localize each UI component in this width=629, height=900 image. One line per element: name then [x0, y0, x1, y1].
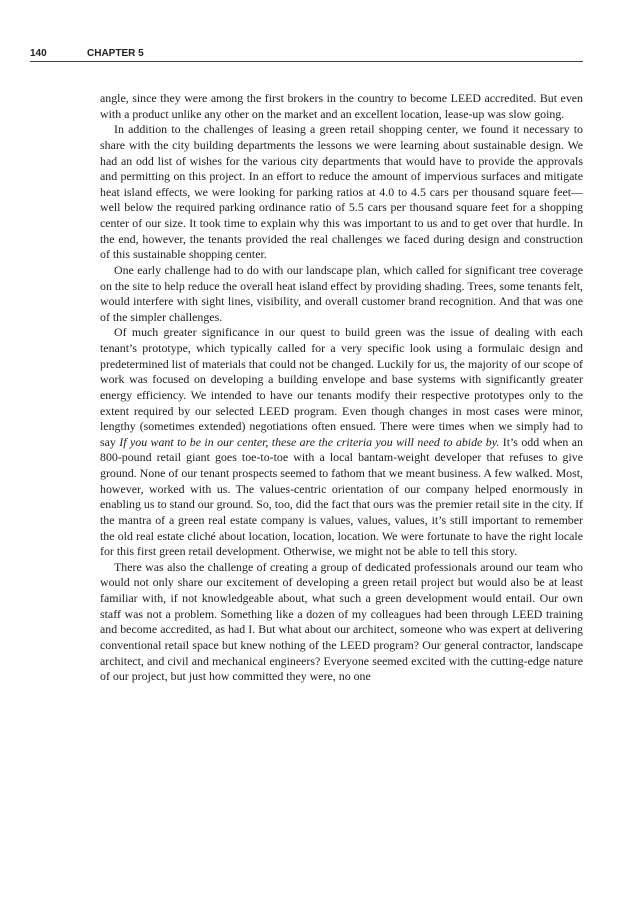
body-text	[100, 91, 583, 685]
paragraph: angle, since they were among the first brokers in the country to become LEED accredited. But even with a product unlike any other on the market and an excellent location, lease-up was slow going.	[100, 91, 583, 121]
page-number: 140	[30, 48, 47, 59]
chapter-title: CHAPTER 5	[87, 48, 144, 59]
paragraph-text: It’s odd when an 800-pound retail giant goes toe-to-toe with a local bantam-weight developer that refuses to give ground. None of our tenant prospects seemed to fathom that we meant business. A few walked. Most, however, worked with us. The values-centric orientation of our company helped enormously in enabling us to stand our ground. So, too, did the fact that ours was the premier retail site in the city. If the mantra of a green real estate company is values, values, values, it’s still important to remember the old real estate cliché about location, location, location. We were fortunate to have the right locale for this first green retail development. Otherwise, we might not be able to tell this story.	[100, 434, 584, 559]
running-header	[30, 49, 583, 62]
paragraph: There was also the challenge of creating a group of dedicated professionals around our team who would not only share our excitement of developing a green retail project but would also be at least familiar with, if not knowledgeable about, what such a green development would entail. Our own staff was not a problem. Something like a dozen of my colleagues had been through LEED training and become accredited, as had I. But what about our architect, someone who was expert at delivering conventional retail space but knew nothing of the LEED program? Our general contractor, landscape architect, and civil and mechanical engineers? Everyone seemed excited with the cutting-edge nature of our project, but just how committed they were, no one	[100, 559, 583, 684]
paragraph-text: Of much greater significance in our quest to build green was the issue of dealing with each tenant’s prototype, which typically called for a very specific look using a formulaic design and predetermined list of materials that could not be changed. Luckily for us, the majority of our scope of work was focused on developing a building envelope and base systems with significantly greater energy efficiency. We intended to have our tenants modify their respective prototypes only to the extent required by our selected LEED program. Even though changes in most cases were minor, lengthy (sometimes extended) negotiations often ensued. There were times when we simply had to say	[100, 325, 583, 449]
paragraph: In addition to the challenges of leasing a green retail shopping center, we found it necessary to share with the city building departments the lessons we were learning about sustainable design. We had an odd list of wishes for the various city departments that would have to provide the approvals and permitting on this project. In an effort to reduce the amount of impervious surfaces and mitigate heat island effects, we were looking for parking ratios at 4.0 to 4.5 cars per thousand square feet—well below the required parking ordinance ratio of 5.5 cars per thousand square feet for a shopping center of our size. It took time to explain why this was important to us and to get over that hurdle. In the end, however, the tenants provided the real challenges we faced during design and construction of this sustainable shopping center.	[100, 122, 583, 262]
italic-quote: If you want to be in our center, these are the criteria you will need to abide by.	[119, 434, 500, 449]
paragraph: One early challenge had to do with our landscape plan, which called for significant tree coverage on the site to help reduce the overall heat island effect by providing shading. Trees, some tenants felt, would interfere with sight lines, visibility, and overall customer brand recognition. And that was one of the simpler challenges.	[100, 262, 583, 324]
paragraph	[100, 325, 583, 559]
